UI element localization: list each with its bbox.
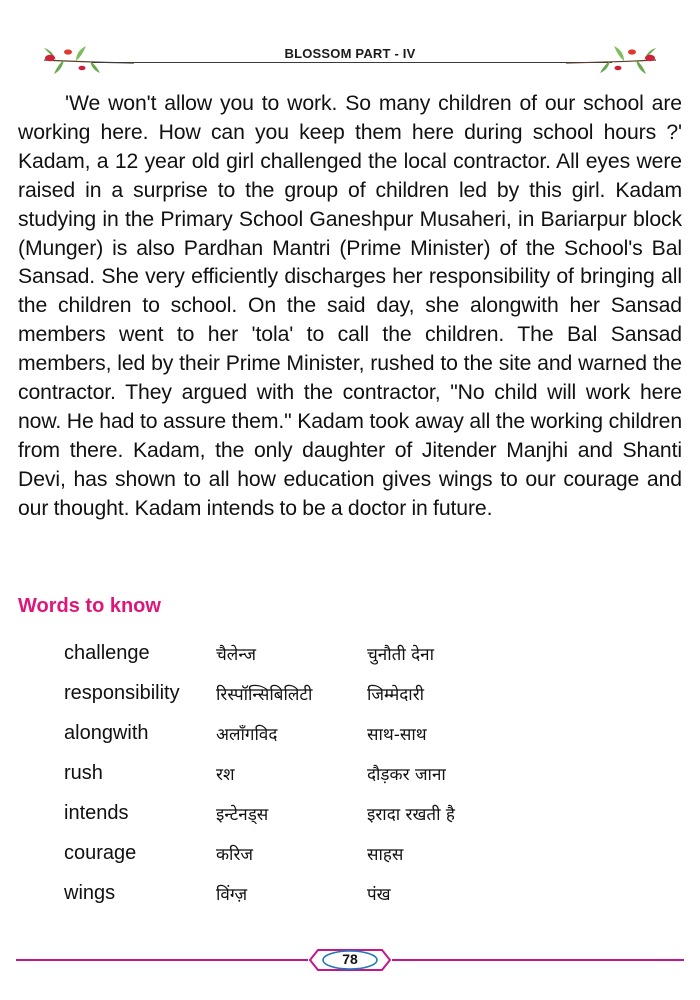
words-to-know-heading: Words to know bbox=[18, 595, 161, 617]
vocab-transliteration: करिज bbox=[216, 845, 254, 865]
vocab-hindi-meaning: जिम्मेदारी bbox=[367, 685, 425, 705]
header-rule bbox=[92, 62, 612, 63]
vocab-row bbox=[64, 682, 524, 722]
vocab-row bbox=[64, 762, 524, 802]
vocab-transliteration: चैलेन्ज bbox=[216, 645, 257, 665]
vocab-english: responsibility bbox=[64, 682, 180, 704]
vocab-english: rush bbox=[64, 762, 103, 784]
vocab-hindi-meaning: इरादा रखती है bbox=[367, 805, 455, 825]
footer-rule-right bbox=[392, 959, 684, 961]
vocab-row bbox=[64, 882, 524, 922]
vocabulary-table bbox=[64, 642, 524, 922]
vocab-transliteration: रिस्पॉन्सिबिलिटी bbox=[216, 685, 313, 705]
vocab-hindi-meaning: पंख bbox=[367, 885, 391, 905]
vocab-hindi-meaning: दौड़कर जाना bbox=[367, 765, 446, 785]
footer-rule-left bbox=[16, 959, 308, 961]
page-number: 78 bbox=[342, 951, 358, 967]
vocab-english: wings bbox=[64, 882, 116, 904]
vocab-hindi-meaning: साहस bbox=[367, 845, 404, 865]
vocab-row bbox=[64, 642, 524, 682]
vocab-row bbox=[64, 842, 524, 882]
vocab-english: alongwith bbox=[64, 722, 149, 744]
vocab-english: challenge bbox=[64, 642, 150, 664]
vocab-row bbox=[64, 722, 524, 762]
vocab-transliteration: रश bbox=[216, 765, 235, 785]
story-paragraph: 'We won't allow you to work. So many children of our school are working here. How can you keep them here during school hours ?' Kadam, a 12 year old girl challenged the local contractor. All eyes were raised in a surprise to the group of children led by this girl. Kadam studying in the Primary School Ganeshpur Musaheri, in Bariarpur block (Munger) is also Pardhan Mantri (Prime Minister) of the School's Bal Sansad. She very efficiently discharges her responsibility of bringing all the children to school. On the said day, she alongwith her Sansad members went to her 'tola' to call the children. The Bal Sansad members, led by their Prime Minister, rushed to the site and warned the contractor. They argued with the contractor, "No child will work here now. He had to assure them." Kadam took away all the working children from there. Kadam, the only daughter of Jitender Manjhi and Shanti Devi, has shown to all how education gives wings to our courage and our thought. Kadam intends to be a doctor in future. bbox=[18, 92, 682, 520]
vocab-english: courage bbox=[64, 842, 137, 864]
vocab-transliteration: इन्टेनड्स bbox=[216, 805, 269, 825]
page-header bbox=[0, 38, 700, 78]
vocab-hindi-meaning: साथ-साथ bbox=[367, 725, 427, 745]
vocab-transliteration: अलाँगविद bbox=[216, 725, 278, 745]
vocab-transliteration: विंग्ज़ bbox=[216, 885, 248, 905]
book-title: BLOSSOM PART - IV bbox=[284, 46, 416, 61]
page-footer bbox=[0, 942, 700, 978]
vocab-hindi-meaning: चुनौती देना bbox=[367, 645, 434, 665]
vocab-row bbox=[64, 802, 524, 842]
flower-branch-icon-right bbox=[566, 38, 658, 78]
vocab-english: intends bbox=[64, 802, 129, 824]
